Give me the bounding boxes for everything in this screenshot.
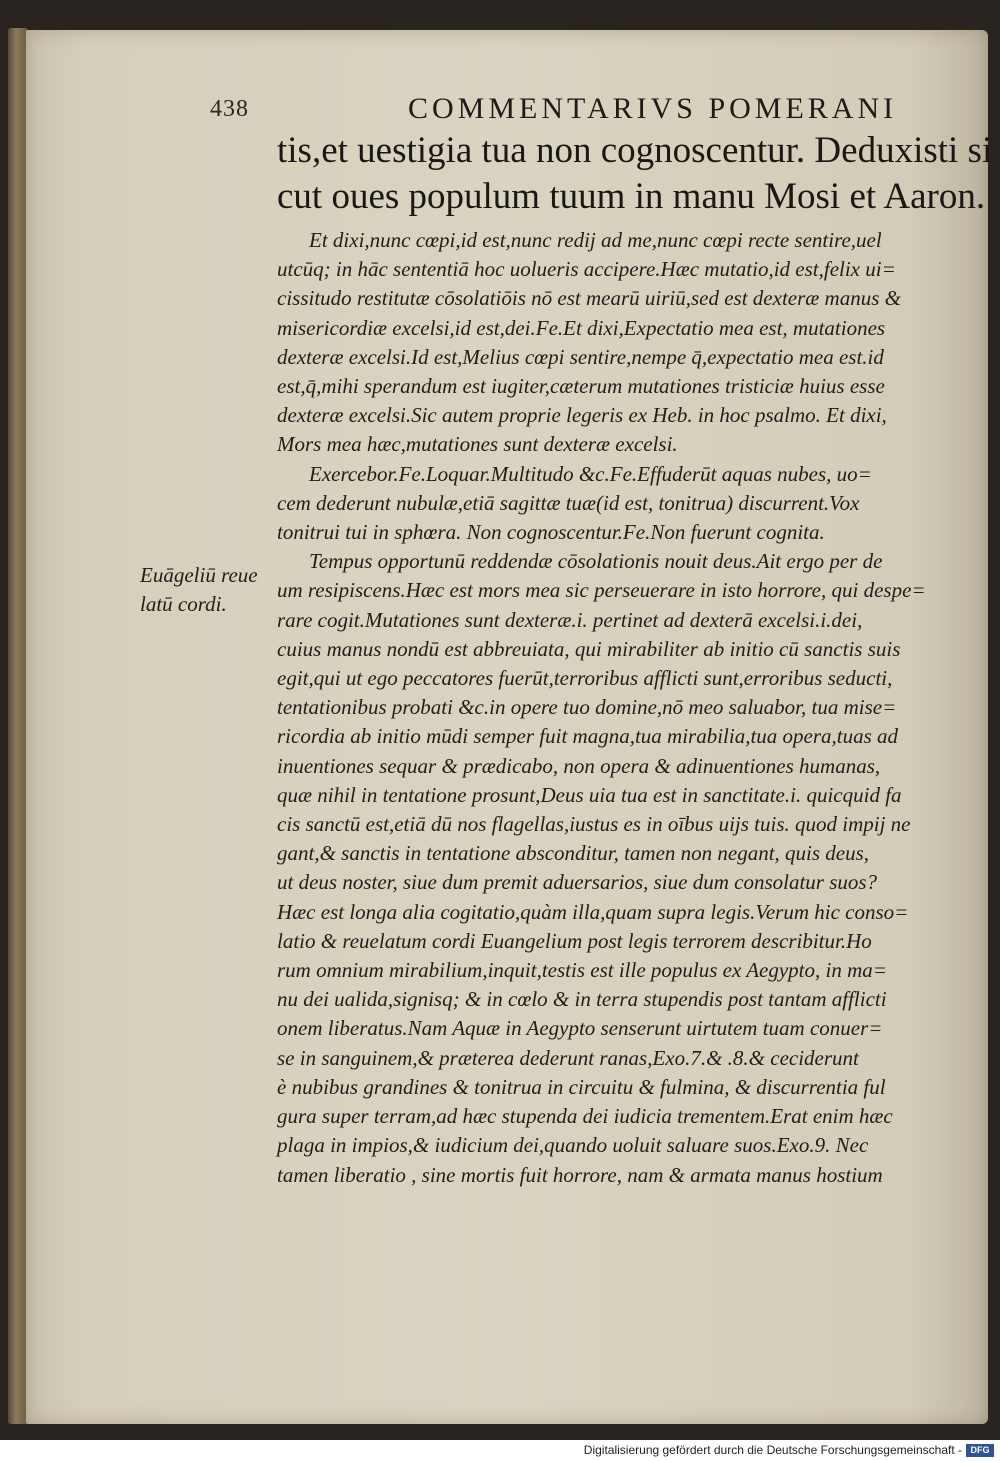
text-line: rum omnium mirabilium,inquit,testis est ille populus ex Aegypto, in ma=	[277, 958, 887, 983]
psalm-verse-heading	[277, 128, 993, 220]
text-line: cissitudo restitutæ cōsolatiōis nō est mearū uiriū,sed est dexteræ manus &	[277, 286, 901, 311]
book-cover-edge	[8, 28, 28, 1424]
text-line: ut deus noster, siue dum premit aduersarios, siue dum consolatur suos?	[277, 870, 878, 895]
text-line: gura super terram,ad hæc stupenda dei iudicia trementem.Erat enim hæc	[277, 1104, 893, 1129]
text-line: tonitrui tui in sphœra. Non cognoscentur.Fe.Non fuerunt cognita.	[277, 520, 825, 545]
dfg-logo: DFG	[966, 1444, 994, 1457]
text-line: quæ nihil in tentatione prosunt,Deus uia tua est in sanctitate.i. quicquid fa	[277, 782, 902, 807]
text-line: ricordia ab initio mūdi semper fuit magna,tua mirabilia,tua opera,tuas ad	[277, 724, 899, 749]
footer-bar	[0, 1440, 1000, 1462]
text-line: Mors mea hæc,mutationes sunt dexteræ excelsi.	[277, 432, 678, 457]
text-line: tamen liberatio , sine mortis fuit horrore, nam & armata manus hostium	[277, 1162, 883, 1187]
heading-line: cut oues populum tuum in manu Mosi et Aaron.	[277, 176, 986, 217]
heading-line: tis,et uestigia tua non cognoscentur. Deduxisti si	[277, 130, 993, 171]
funding-credit: Digitalisierung gefördert durch die Deutsche Forschungsgemeinschaft -	[583, 1443, 962, 1457]
text-line: utcūq; in hāc sententiā hoc uolueris accipere.Hæc mutatio,id est,felix ui=	[277, 257, 896, 282]
text-line: tentationibus probati &c.in opere tuo domine,nō meo saluabor, tua mise=	[277, 695, 897, 720]
text-line: latio & reuelatum cordi Euangelium post legis terrorem describitur.Ho	[277, 928, 872, 953]
text-line: se in sanguinem,& præterea dederunt ranas,Exo.7.& .8.& ceciderunt	[277, 1045, 859, 1070]
text-line: Et dixi,nunc cœpi,id est,nunc redij ad me,nunc cœpi recte sentire,uel	[309, 228, 882, 252]
text-line: plaga in impios,& iudicium dei,quando uoluit saluare suos.Exo.9. Nec	[277, 1133, 869, 1158]
text-line: egit,qui ut ego peccatores fuerūt,terroribus afflicti sunt,erroribus seducti,	[277, 666, 893, 691]
margin-note-line: latū cordi.	[140, 592, 227, 616]
text-line: nu dei ualida,signisq; & in cœlo & in terra stupendis post tantam afflicti	[277, 987, 887, 1012]
text-line: onem liberatus.Nam Aquæ in Aegypto senserunt uirtutem tuam conuer=	[277, 1016, 883, 1041]
text-line: inuentiones sequar & prædicabo, non opera & adinuentiones humanas,	[277, 753, 881, 778]
text-line: misericordiæ excelsi,id est,dei.Fe.Et dixi,Expectatio mea est, mutationes	[277, 315, 886, 340]
commentary-body	[277, 226, 937, 1190]
text-line: cis sanctū est,etiā dū nos flagellas,iustus es in oībus uijs tuis. quod impij ne	[277, 812, 911, 837]
text-line: Exercebor.Fe.Loquar.Multitudo &c.Fe.Effuderūt aquas nubes, uo=	[309, 461, 872, 486]
margin-note	[140, 561, 270, 619]
text-line: rare cogit.Mutationes sunt dexteræ.i. pertinet ad dexterā excelsi.i.dei,	[277, 607, 863, 632]
running-head: COMMENTARIVS POMERANI	[408, 92, 898, 125]
text-line: cuius manus nondū est abbreuiata, qui mirabiliter ab initio cū sanctis suis	[277, 636, 901, 661]
text-line: dexteræ excelsi.Id est,Melius cœpi sentire,nempe q̄,expectatio mea est.id	[277, 344, 884, 369]
margin-note-line: Euāgeliū reue	[140, 563, 258, 587]
page-header	[210, 92, 898, 132]
text-line: è nubibus grandines & tonitrua in circuitu & fulmina, & discurrentia ful	[277, 1074, 886, 1099]
text-line: um resipiscens.Hæc est mors mea sic perseuerare in isto horrore, qui despe=	[277, 578, 926, 603]
text-line: gant,& sanctis in tentatione absconditur, tamen non negant, quis deus,	[277, 841, 870, 866]
text-line: cem dederunt nubulæ,etiā sagittæ tuæ(id est, tonitrua) discurrent.Vox	[277, 490, 860, 515]
text-line: dexteræ excelsi.Sic autem proprie legeris ex Heb. in hoc psalmo. Et dixi,	[277, 403, 887, 428]
text-line: est,q̄,mihi sperandum est iugiter,cæterum mutationes tristiciæ huius esse	[277, 374, 885, 399]
text-line: Tempus opportunū reddendæ cōsolationis nouit deus.Ait ergo per de	[309, 549, 883, 574]
page-number: 438	[210, 96, 249, 122]
text-line: Hæc est longa alia cogitatio,quàm illa,quam supra legis.Verum hic conso=	[277, 899, 909, 924]
